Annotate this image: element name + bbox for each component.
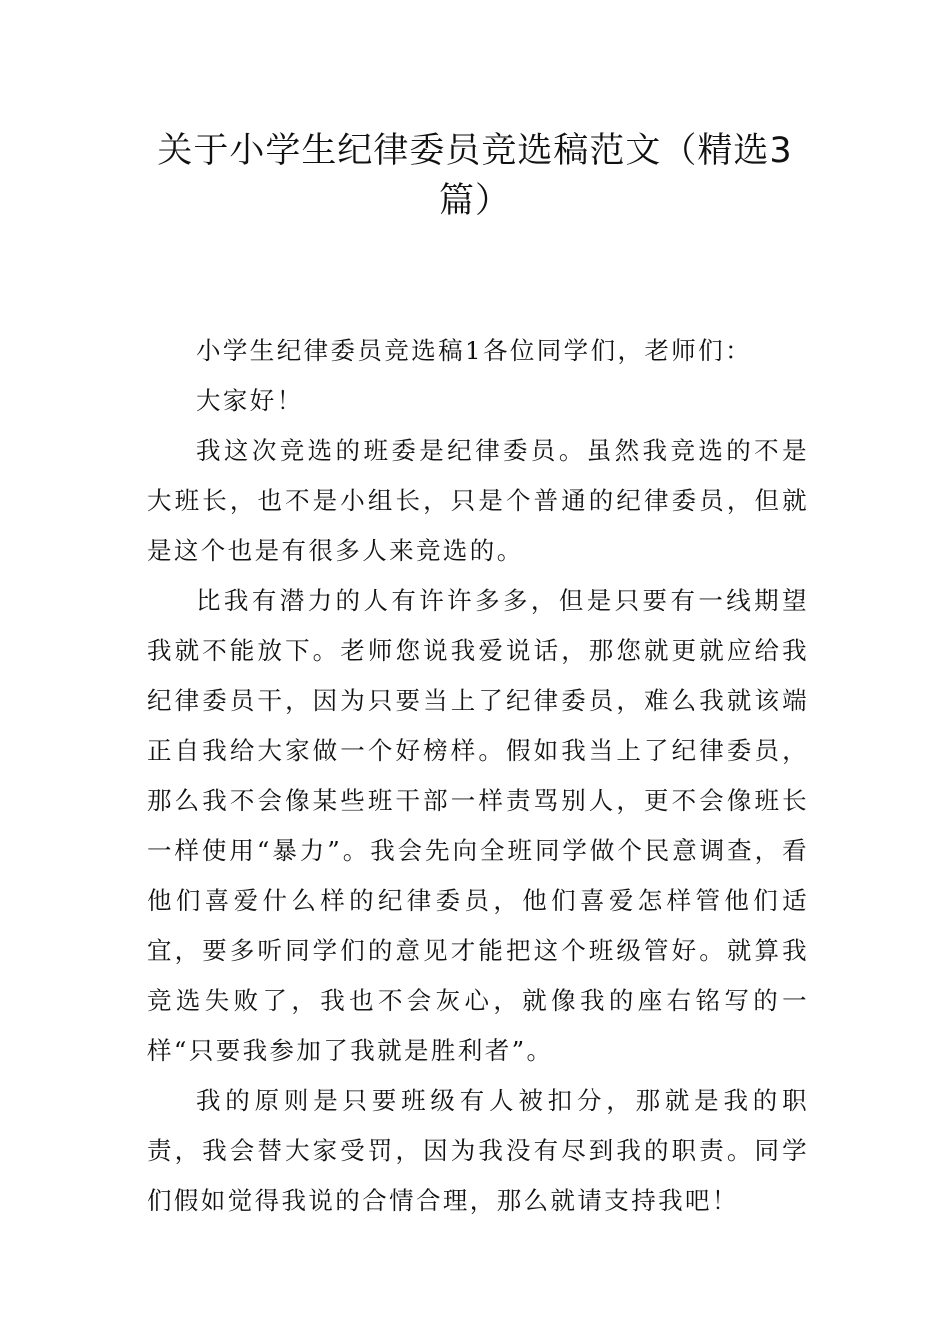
paragraph-main: 比我有潜力的人有许许多多，但是只要有一线期望我就不能放下。老师您说我爱说话，那您就更就应给我纪律委员干，因为只要当上了纪律委员，难么我就该端正自我给大家做一个好榜样。假如我当上了纪律委员，那么我不会像某些班干部一样责骂别人，更不会像班长一样使用“暴力”。我会先向全班同学做个民意调查，看他们喜爱什么样的纪律委员，他们喜爱怎样管他们适宜，要多听同学们的意见才能把这个班级管好。就算我竞选失败了，我也不会灰心，就像我的座右铭写的一样“只要我参加了我就是胜利者”。 — [147, 586, 809, 1065]
paragraph-closing: 我的原则是只要班级有人被扣分，那就是我的职责，我会替大家受罚，因为我没有尽到我的职责。同学们假如觉得我说的合情合理，那么就请支持我吧！ — [147, 1086, 809, 1215]
document-title: 关于小学生纪律委员竞选稿范文（精选3篇） — [157, 131, 793, 221]
paragraph-intro: 我这次竞选的班委是纪律委员。虽然我竞选的不是大班长，也不是小组长，只是个普通的纪律委员，但就是这个也是有很多人来竞选的。 — [147, 436, 809, 565]
document-body — [147, 326, 809, 1226]
paragraph-greeting: 小学生纪律委员竞选稿1各位同学们，老师们： — [196, 336, 752, 365]
paragraph-hello: 大家好！ — [196, 386, 304, 415]
